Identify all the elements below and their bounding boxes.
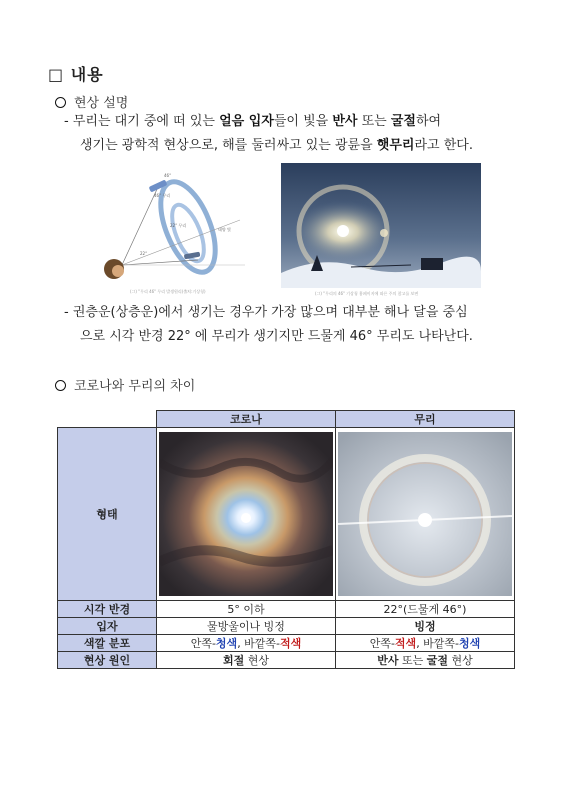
section1-heading-label: 현상 설명 (74, 96, 129, 111)
highlight-refraction: 굴절 (426, 654, 449, 667)
table-row-shape (58, 428, 515, 601)
table-row-particle (58, 618, 515, 635)
text: 라고 한다. (414, 138, 473, 153)
circle-bullet-icon (55, 380, 66, 391)
corona-radius-cell: 5° 이하 (157, 601, 336, 618)
corona-cause-cell (157, 652, 336, 669)
color-blue-text: 청색 (459, 637, 481, 650)
color-red-text: 적색 (280, 637, 302, 650)
circle-bullet-icon (55, 97, 66, 108)
corona-photo (159, 432, 333, 596)
figure2-caption: (그) "무리의 46" 기상청 홈페이지에 따른 주의 참고를 보면 (315, 291, 419, 296)
column-header-corona: 코로나 (157, 411, 336, 428)
paragraph2-line1: - 권층운(상층운)에서 생기는 경우가 가장 많으며 대부분 해나 달을 중심 (64, 305, 468, 320)
halo-photo-image (281, 163, 481, 288)
sun-ray-label: 태양 빛 (218, 227, 231, 232)
table-header-row (58, 411, 515, 428)
halo-photo (281, 163, 481, 288)
halo-22-label: 22° 무리 (170, 223, 187, 228)
figure1-caption: (그) "무리 46" 무리 발생원리(출처:기상청) (130, 289, 206, 294)
color-blue-text: 청색 (215, 637, 238, 650)
comparison-table (57, 410, 515, 669)
angle-label-22: 22° (140, 251, 148, 256)
sun-icon (418, 513, 432, 527)
sun-icon (337, 225, 349, 237)
table-row-radius (58, 601, 515, 618)
text: 하여 (415, 114, 442, 129)
text: , 바깥쪽- (416, 637, 460, 650)
halo-color-cell (336, 635, 515, 652)
corona-color-cell (157, 635, 336, 652)
section2-heading (55, 375, 195, 394)
section1-paragraph-2 (64, 301, 534, 349)
text: - 무리는 대기 중에 떠 있는 (64, 114, 220, 129)
text: 들이 빛을 (273, 114, 333, 129)
highlight-reflection: 반사 (377, 654, 399, 667)
highlight-diffraction: 회절 (222, 654, 245, 667)
paragraph2-line2: 으로 시각 반경 22° 에 무리가 생기지만 드물게 46° 무리도 나타난다. (80, 329, 473, 344)
text: 현상 (244, 654, 269, 667)
halo-particle-cell: 빙정 (336, 618, 515, 635)
halo-46-ring (150, 174, 227, 279)
highlight-reflection: 반사 (332, 114, 358, 129)
highlight-sun-halo: 햇무리 (376, 138, 415, 153)
column-header-halo: 무리 (336, 411, 515, 428)
halo-cause-cell (336, 652, 515, 669)
table-row-color (58, 635, 515, 652)
table-row-cause (58, 652, 515, 669)
text: 안쪽- (190, 637, 216, 650)
halo-photo-cell (336, 428, 515, 601)
halo-table-photo (338, 432, 512, 596)
text: 또는 (398, 654, 427, 667)
row-header-cause: 현상 원인 (58, 652, 157, 669)
corona-photo-cell (157, 428, 336, 601)
text: , 바깥쪽- (237, 637, 281, 650)
text: 안쪽- (369, 637, 395, 650)
halo-diagram (100, 165, 250, 295)
page-title: □ 내용 (48, 65, 104, 84)
text: 현상 (448, 654, 473, 667)
section1-heading (55, 92, 128, 111)
halo-diagram-figure (100, 165, 250, 295)
moon-icon (241, 513, 251, 523)
row-header-particle: 입자 (58, 618, 157, 635)
halo-46-label: 46° 무리 (154, 193, 171, 198)
highlight-refraction: 굴절 (390, 114, 416, 129)
section1-paragraph (64, 110, 534, 158)
table-corner (58, 411, 157, 428)
hut-icon (421, 258, 443, 270)
text: 또는 (357, 114, 391, 129)
row-header-radius: 시각 반경 (58, 601, 157, 618)
sundog-icon (380, 229, 388, 237)
halo-radius-cell: 22°(드물게 46°) (336, 601, 515, 618)
text: 생기는 광학적 현상으로, 해를 둘러싸고 있는 광륜을 (80, 138, 377, 153)
observer-face-icon (112, 265, 124, 277)
row-header-color: 색깔 분포 (58, 635, 157, 652)
corona-particle-cell: 물방울이나 빙정 (157, 618, 336, 635)
color-red-text: 적색 (394, 637, 417, 650)
row-header-shape: 형태 (58, 428, 157, 601)
angle-label-46: 46° (164, 173, 172, 178)
highlight-ice-particles: 얼음 입자 (219, 114, 274, 129)
section2-heading-label: 코로나와 무리의 차이 (74, 379, 196, 394)
